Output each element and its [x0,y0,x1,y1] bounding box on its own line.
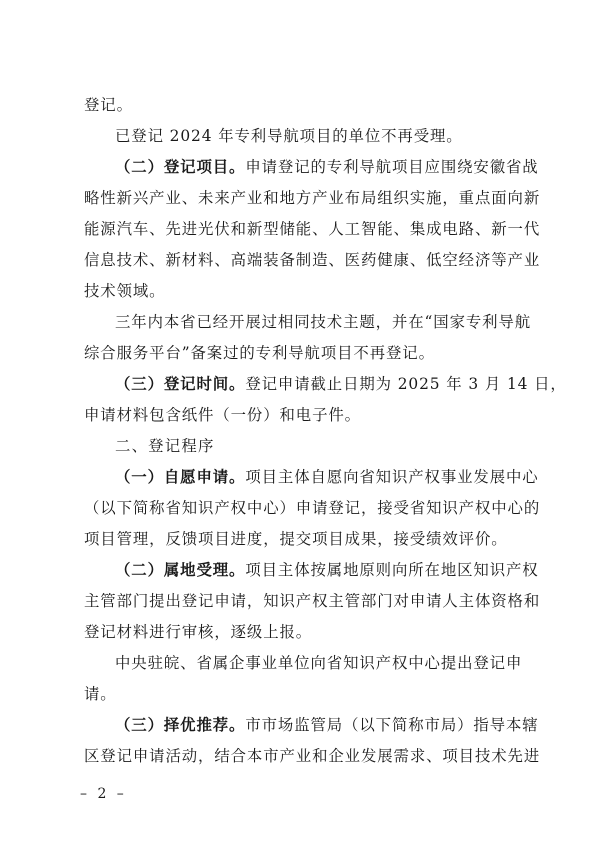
text-line: 区登记申请活动，结合本市产业和企业发展需求、项目技术先进 [84,747,541,765]
text-line: 信息技术、新材料、高端装备制造、医药健康、低空经济等产业 [84,251,541,269]
text-line [115,467,539,487]
text-line: 中央驻皖、省属企事业单位向省知识产权中心提出登记申 [115,654,523,672]
text-span: 登记申请截止日期为 2025 年 3 月 14 日， [245,375,567,393]
text-line: 申请材料包含纸件（一份）和电子件。 [84,406,361,424]
text-line: 技术领域。 [84,282,166,300]
text-line: 能源汽车、先进光伏和新型储能、人工智能、集成电路、新一代 [84,220,541,238]
text-line [115,157,539,177]
text-line: 已登记 2024 年专利导航项目的单位不再受理。 [115,127,463,145]
text-span: 市市场监管局（以下简称市局）指导本辖 [245,716,539,734]
text-line: 请。 [84,685,117,703]
section-heading-voluntary-application: （一）自愿申请。 [115,468,246,486]
text-line: （以下简称省知识产权中心）申请登记，接受省知识产权中心的 [84,499,541,517]
text-line: 三年内本省已经开展过相同技术主题，并在“国家专利导航 [115,313,532,331]
section-heading-registration-time: （三）登记时间。 [115,375,246,393]
text-line: 登记。 [84,96,133,114]
text-line: 项目管理，反馈项目进度，提交项目成果，接受绩效评价。 [84,530,508,548]
text-line [115,715,539,735]
section-heading-registration-project: （二）登记项目。 [115,158,246,176]
text-line: 主管部门提出登记申请，知识产权主管部门对申请人主体资格和 [84,592,541,610]
section-heading-merit-recommendation: （三）择优推荐。 [115,716,246,734]
page-number: – 2 – [80,786,127,802]
text-line: 登记材料进行审核，逐级上报。 [84,623,313,641]
text-span: 项目主体自愿向省知识产权事业发展中心 [245,468,539,486]
text-span: 申请登记的专利导航项目应围绕安徽省战 [245,158,539,176]
text-line [115,374,567,394]
section-title-registration-procedure: 二、登记程序 [115,437,215,455]
text-span: 项目主体按属地原则向所在地区知识产权 [245,561,539,579]
text-line: 略性新兴产业、未来产业和地方产业布局组织实施，重点面向新 [84,189,541,207]
section-heading-territorial-acceptance: （二）属地受理。 [115,561,246,579]
text-line: 综合服务平台”备案过的专利导航项目不再登记。 [84,344,435,362]
text-line [115,560,539,580]
